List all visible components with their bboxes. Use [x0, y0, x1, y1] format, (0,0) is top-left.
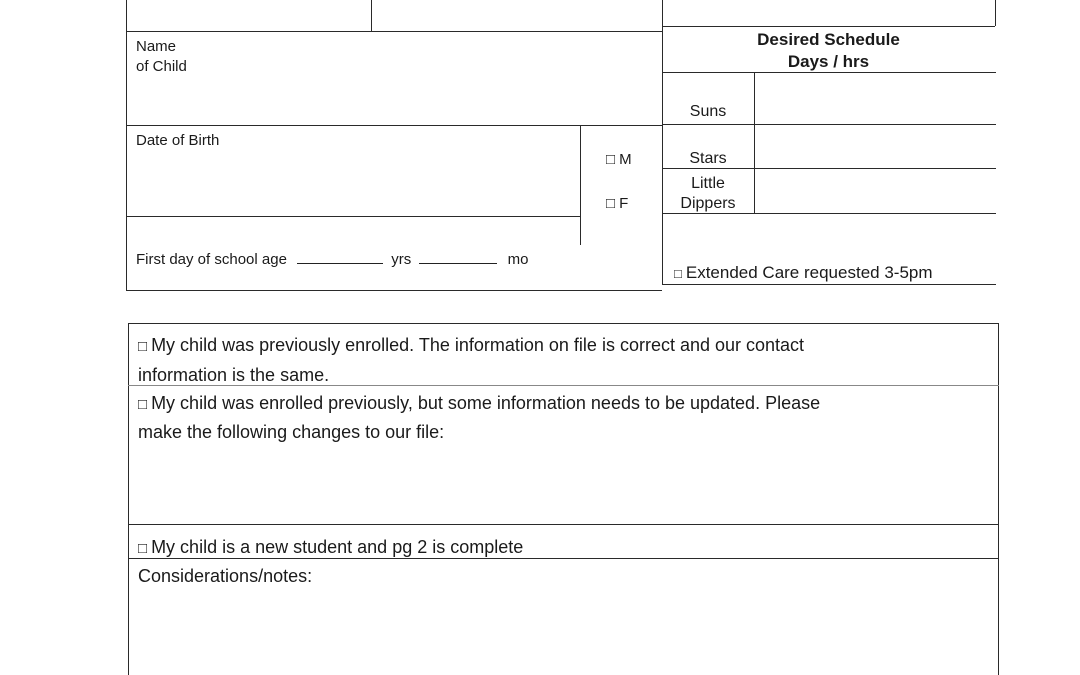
schedule-right-border: [995, 0, 996, 26]
age-years-field[interactable]: [297, 249, 383, 264]
notes-textarea[interactable]: [130, 590, 996, 674]
schedule-suns-field[interactable]: [756, 73, 994, 123]
enrollment-option-3[interactable]: [138, 537, 523, 558]
enrollment-divider-2: [128, 524, 999, 525]
left-block-left-border: [126, 0, 127, 290]
checkbox-icon: □: [606, 151, 616, 168]
sex-male-option[interactable]: [606, 151, 632, 168]
extended-care-option[interactable]: [674, 263, 933, 283]
schedule-label-divider: [754, 72, 755, 213]
schedule-stars-field[interactable]: [756, 125, 994, 167]
dob-label: Date of Birth: [136, 132, 220, 149]
schedule-dippers-field[interactable]: [756, 169, 994, 212]
enrollment-option-1-line2: information is the same.: [138, 365, 330, 385]
top-cell-divider: [371, 0, 372, 31]
age-months-field[interactable]: [419, 249, 497, 264]
enrollment-option-1[interactable]: [138, 335, 804, 356]
schedule-bottom-border: [662, 284, 996, 285]
enrollment-right-border: [998, 323, 999, 675]
checkbox-icon: □: [674, 266, 682, 281]
enrollment-option-2-line1: My child was enrolled previously, but some information needs to be updated. Please: [151, 393, 821, 413]
changes-textarea[interactable]: [130, 446, 996, 522]
child-name-field[interactable]: [200, 32, 660, 124]
name-label-line2: of Child: [136, 58, 187, 75]
enrollment-option-2-line2: make the following changes to our file:: [138, 422, 445, 442]
sex-female-option[interactable]: [606, 195, 628, 212]
sex-male-label: M: [619, 151, 632, 168]
dob-row-bottom-border: [126, 216, 580, 217]
notes-label: Considerations/notes:: [138, 566, 313, 586]
enrollment-option-2[interactable]: [138, 393, 820, 414]
schedule-title-line2: Days / hrs: [787, 52, 870, 71]
dob-field[interactable]: [240, 126, 578, 215]
sex-column-divider: [580, 125, 581, 245]
enrollment-left-border: [128, 323, 129, 675]
sex-female-label: F: [619, 195, 629, 212]
enrollment-top-border: [128, 323, 999, 324]
schedule-title-line1: Desired Schedule: [757, 30, 900, 49]
left-block-bottom-border: [126, 290, 662, 291]
yrs-label: yrs: [391, 251, 412, 268]
checkbox-icon: □: [138, 396, 148, 413]
schedule-stars-label: Stars: [689, 150, 727, 167]
extended-care-label: Extended Care requested 3-5pm: [685, 263, 933, 282]
mo-label: mo: [507, 251, 529, 268]
enrollment-divider-3: [128, 558, 999, 559]
first-day-age-row: [136, 249, 528, 268]
schedule-top-border: [662, 26, 995, 27]
schedule-dippers-label-line1: Little: [691, 175, 725, 192]
name-label-line1: Name: [136, 38, 177, 55]
schedule-dippers-label-line2: Dippers: [680, 195, 736, 212]
checkbox-icon: □: [138, 540, 148, 557]
checkbox-icon: □: [138, 338, 148, 355]
enrollment-option-3-label: My child is a new student and pg 2 is complete: [151, 537, 524, 557]
checkbox-icon: □: [606, 195, 616, 212]
first-day-label: First day of school age: [136, 251, 287, 268]
schedule-suns-label: Suns: [689, 103, 727, 120]
enrollment-option-1-line1: My child was previously enrolled. The information on file is correct and our contact: [151, 335, 805, 355]
schedule-dippers-bottom: [662, 213, 996, 214]
